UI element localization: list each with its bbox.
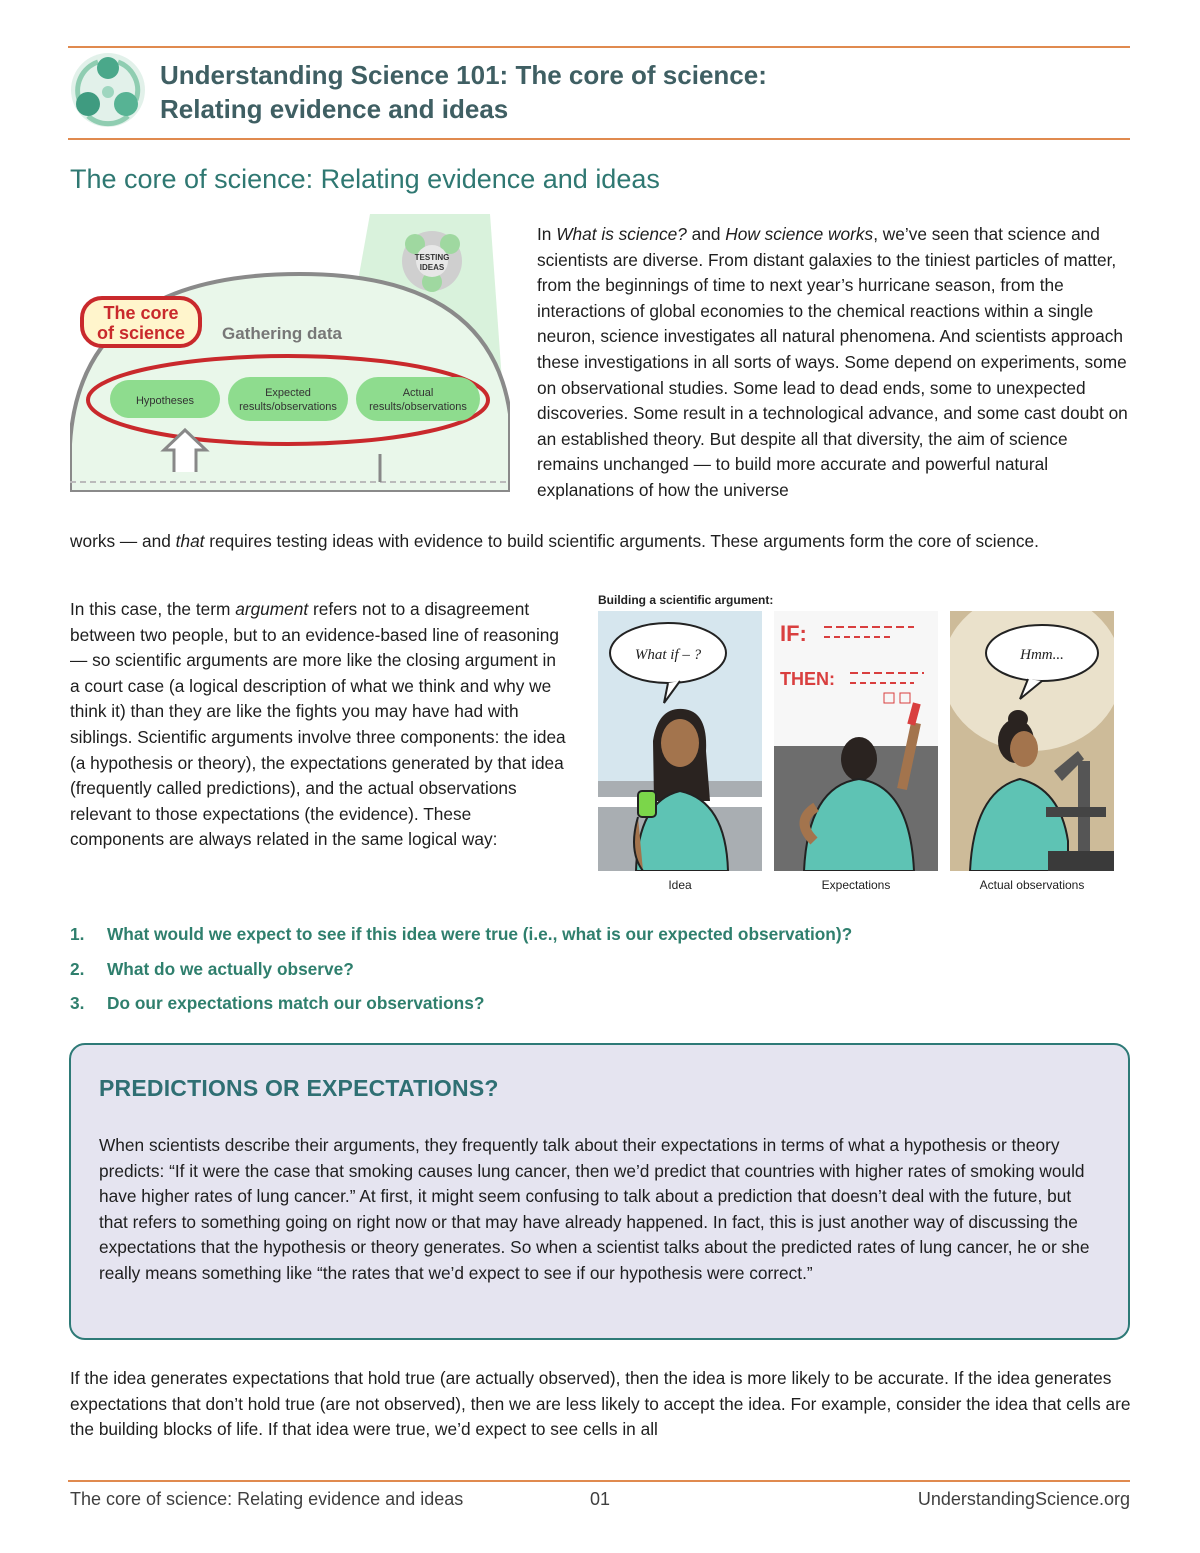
svg-text:Hypotheses: Hypotheses (135, 395, 195, 407)
header-bottom-rule (68, 138, 1130, 140)
svg-text:results/observations: results/observations (239, 401, 337, 413)
question-item: 2. What do we actually observe? (70, 958, 354, 979)
callout-title: PREDICTIONS OR EXPECTATIONS? (99, 1075, 499, 1101)
term-argument: argument (235, 599, 309, 619)
scientific-argument-comic (598, 593, 1118, 895)
question-item: 3. Do our expectations match our observations? (70, 993, 485, 1013)
svg-text:results/observations: results/observations (369, 401, 467, 413)
argument-questions (70, 921, 1132, 1025)
section-title: The core of science: Relating evidence and ideas (70, 164, 660, 194)
pill-expected (228, 377, 348, 421)
svg-text:Actual: Actual (402, 387, 434, 399)
comic-panel-expectations (774, 611, 938, 871)
core-label-line2: of science (96, 323, 186, 343)
intro-paragraph-wrap: In What is science? and How science works, we’ve seen that science and scientists are diverse. From distant galaxies to the tiniest particles of matter, from the beginnings of time to next year’s hurricane season, from the interactions of global economies to the chemical reactions within a single neuron, science investigates all natural phenomena. And scientists approach these investigations in all sorts of ways. Some depend on experiments, some on observational studies. Some lead to dead ends, some to unexpected discoveries. Some result in a technological advance, and some cast doubt on an established theory. But despite all that diversity, the aim of science remains unchanged — to build more accurate and powerful natural explanations of how the universe (537, 224, 1128, 500)
comic-panel-idea (598, 611, 762, 871)
footer-rule (68, 1480, 1130, 1482)
board-then: THEN: (780, 669, 835, 689)
comic-panel-observations (950, 611, 1114, 871)
caption-observations: Actual observations (979, 878, 1085, 892)
book-title-how-science-works: How science works (725, 224, 874, 244)
board-if: IF: (780, 621, 807, 646)
caption-expectations: Expectations (821, 878, 891, 892)
pill-hypotheses (110, 380, 220, 418)
core-of-science-diagram (70, 214, 510, 492)
footer-title: The core of science: Relating evidence and ideas (70, 1489, 464, 1509)
document-title (160, 58, 767, 126)
gathering-data-label: Gathering data (222, 324, 342, 343)
header-top-rule (68, 46, 1130, 48)
argument-paragraph: In this case, the term argument refers not to a disagreement between two people, but to an evidence-based line of reasoning — so scientific arguments are more like the closing argument in a court case (a logical description of what we think and why we think it) than they are like the fights you may have had with siblings. Scientific arguments involve three components: the idea (a hypothesis or theory), the expectations generated by that idea (frequently called predictions), and the actual observations relevant to those expectations (the evidence). These components are always related in the same logical way: (70, 599, 566, 850)
pill-actual (356, 377, 480, 421)
intro-paragraph-full: works — and that requires testing ideas with evidence to build scientific arguments. These arguments form the core of science. (70, 531, 1039, 551)
callout-text: When scientists describe their arguments, they frequently talk about their expectations in terms of what a hypothesis or theory predicts: “If it were the case that smoking causes lung cancer, then we’d predict that countries with higher rates of smoking would have higher rates of lung cancer.” At first, it might seem confusing to talk about a prediction that doesn’t deal with the future, but that refers to something going on right now or that may have already happened. In fact, this is just another way of discussing the expectations that the hypothesis or theory generates. So when a scientist talks about the predicted rates of lung cancer, he or she really means something like “the rates that we’d expect to see if our hypothesis were correct.” (99, 1135, 1090, 1283)
svg-text:Expected: Expected (265, 387, 311, 399)
comic-title: Building a scientific argument: (598, 593, 774, 607)
page-number: 01 (590, 1489, 611, 1509)
badge-line2: IDEAS (419, 263, 445, 272)
predictions-callout (69, 1043, 1130, 1340)
understanding-science-logo-icon (68, 50, 148, 130)
footer-site-link[interactable]: UnderstandingScience.org (917, 1489, 1130, 1509)
bubble-what-if: What if – ? (634, 647, 702, 663)
core-label-line1: The core (103, 303, 179, 323)
document-title-line2: Relating evidence and ideas (160, 94, 509, 124)
document-title-line1: Understanding Science 101: The core of science: (160, 60, 767, 90)
caption-idea: Idea (668, 878, 692, 892)
book-title-what-is-science: What is science? (556, 224, 687, 244)
closing-paragraph: If the idea generates expectations that hold true (are actually observed), then the idea is more likely to be accurate. If the idea generates expectations that don’t hold true (are not observed), then we are less likely to accept the idea. For example, consider the idea that cells are the building blocks of life. If that idea were true, we’d expect to see cells in all (70, 1368, 1131, 1440)
badge-line1: TESTING (414, 253, 450, 262)
question-item: 1. What would we expect to see if this idea were true (i.e., what is our expected observation)? (70, 924, 853, 944)
bubble-hmm: Hmm... (1020, 647, 1064, 663)
